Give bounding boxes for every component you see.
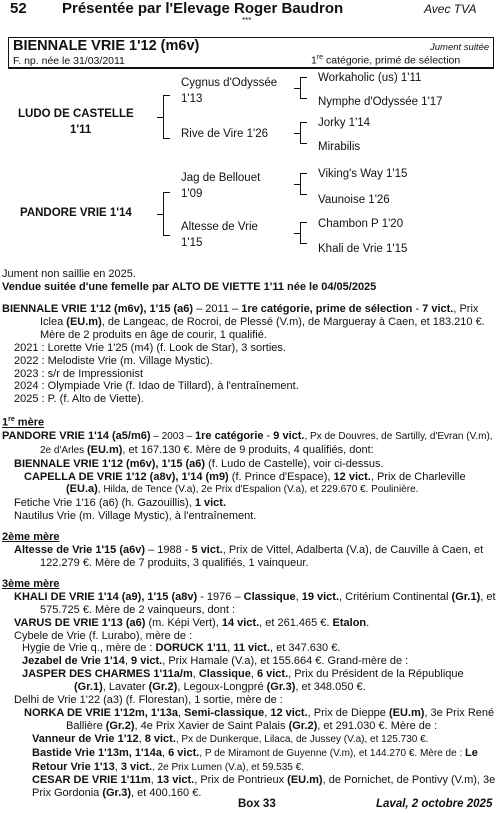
brace-gg1	[300, 77, 306, 99]
dam: PANDORE VRIE 1'14	[20, 207, 132, 219]
dam-dam-1: Altesse de Vrie	[181, 221, 258, 233]
mere3-bastide: Bastide Vrie 1'13m, 1'14a, 6 vict., P de Miramont de Guyenne (V.m), et 144.270 €. Mère de : Le Retour Vrie 1'13, 3 vict., 2e Prix Lumen (V.a), et 59.535 €.	[32, 746, 478, 773]
lot-name: BIENNALE VRIE 1'12 (m6v)	[13, 38, 200, 54]
brace-gg2	[300, 122, 306, 144]
produce-paragraph: BIENNALE VRIE 1'12 (m6v), 1'15 (a6) – 2011 – 1re catégorie, prime de sélection - 7 vict., Prix Iclea (EU.m), de Langeac, de Rocroi, de Plessé (V.m), de Margueray à Caen, et 183.210 €. Mère de 2 produits en âge de courir, 1 qualifié.	[2, 303, 485, 341]
dam-dam-2: 1'15	[181, 237, 203, 249]
gg-8: Khali de Vrie 1'15	[318, 243, 408, 255]
mere1-produce-1: BIENNALE VRIE 1'12 (m6v), 1'15 (a6) (f. Ludo de Castelle), voir ci-dessus.	[14, 457, 384, 470]
produce-item: 2024 : Olympiade Vrie (f. Idao de Tillard), à l'entraînement.	[14, 380, 299, 393]
mere1-produce-2: CAPELLA DE VRIE 1'12 (a8v), 1'14 (m9) (f. Prince d'Espace), 12 vict., Prix de Charleville (EU.a), Hilda, de Tence (V.a), 2e Prix d'Espalion (V.a), et 229.670 €. Poulinière.	[24, 470, 466, 496]
brace-gg3	[300, 173, 306, 195]
page-title: Présentée par l'Elevage Roger Baudron	[62, 0, 344, 17]
mere3-delhi: Delhi de Vrie 1'22 (a3) (f. Florestan), 1 sortie, mère de :	[14, 694, 283, 707]
tva-note: Avec TVA	[424, 2, 477, 16]
dam-sire-2: 1'09	[181, 188, 203, 200]
produce-section	[2, 303, 496, 800]
mere3-norka: NORKA DE VRIE 1'12m, 1'13a, Semi-classique, 12 vict., Prix de Dieppe (EU.m), 3e Prix René Ballière (Gr.2), 4e Prix Xavier de Saint Palais (Gr.2), et 291.030 €. Mère de :	[24, 706, 495, 732]
note-not-bred: Jument non saillie en 2025.	[2, 268, 136, 280]
gg-1: Workaholic (us) 1'11	[318, 72, 422, 84]
brace-gg4	[300, 222, 306, 244]
produce-item: 2025 : P. (f. Alto de Viette).	[14, 393, 144, 406]
mere3-varus: VARUS DE VRIE 1'13 (a6) (m. Képi Vert), 14 vict., et 261.465 €. Etalon.	[14, 616, 370, 629]
page-number: 52	[10, 0, 27, 17]
dam-sire-1: Jag de Bellouet	[181, 172, 261, 184]
mere2-paragraph: Altesse de Vrie 1'15 (a6v) – 1988 - 5 vict., Prix de Vittel, Adalberta (V.a), de Cauville à Caen, et 122.279 €. Mère de 7 produits, 3 qualifiés, 1 vainqueur.	[14, 544, 484, 569]
sale-date: Laval, 2 octobre 2025	[376, 798, 493, 810]
mere3-hygie: Hygie de Vrie q., mère de : DORUCK 1'11, 11 vict., et 347.630 €.	[22, 642, 341, 655]
produce-item: 2022 : Melodiste Vrie (m. Village Mystic).	[14, 354, 213, 367]
mere3-vanneur: Vanneur de Vrie 1'12, 8 vict., Px de Dunkerque, Lilaca, de Jussey (V.a), et 125.730 €.	[32, 732, 429, 745]
gg-5: Viking's Way 1'15	[318, 168, 408, 180]
sire-sire-1: Cygnus d'Odyssée	[181, 77, 278, 89]
produce-item: 2021 : Lorette Vrie 1'25 (m4) (f. Look de Star), 3 sorties.	[14, 341, 286, 354]
sire-sire-2: 1'13	[181, 93, 203, 105]
sire-name-1: LUDO DE CASTELLE	[18, 108, 134, 120]
mere1-produce-4: Nautilus Vrie (m. Village Mystic), à l'entraînement.	[14, 510, 257, 523]
box-number: Box 33	[238, 798, 276, 810]
gg-7: Chambon P 1'20	[318, 218, 404, 230]
mere3-cesar: CESAR DE VRIE 1'11m, 13 vict., Prix de Pontrieux (EU.m), de Pornichet, de Pontivy (V.m), 3e Prix Gordonia (Gr.3), et 400.160 €.	[32, 774, 496, 800]
gg-4: Mirabilis	[318, 141, 361, 153]
brace-sire	[163, 95, 169, 139]
lot-birth: F. np. née le 31/03/2011	[13, 55, 125, 67]
brace-dam	[163, 192, 169, 236]
gg-3: Jorky 1'14	[318, 117, 371, 129]
note-sold-with-foal: Vendue suitée d'une femelle par ALTO DE VIETTE 1'11 née le 04/05/2025	[2, 281, 377, 293]
mere3-title: 3ème mère	[2, 577, 60, 590]
mere1-paragraph: PANDORE VRIE 1'14 (a5/m6) – 2003 – 1re catégorie - 9 vict., Px de Douvres, de Sartilly, d'Evran (V.m), 2e d'Arles (EU.m), et 167.130 €. Mère de 9 produits, 4 qualifiés, dont:	[2, 429, 493, 456]
produce-item: 2023 : s/r de Impressionist	[14, 367, 144, 380]
mere1-produce-3: Fetiche Vrie 1'16 (a6) (h. Gazouillis), 1 vict.	[14, 497, 227, 510]
mere3-paragraph: KHALI DE VRIE 1'14 (a9), 1'15 (a8v) - 1976 – Classique, 19 vict., Critérium Continental (Gr.1), et 575.725 €. Mère de 2 vainqueurs, dont :	[14, 590, 496, 616]
stars: ***	[242, 16, 252, 25]
mere3-jasper: JASPER DES CHARMES 1'11a/m, Classique, 6 vict., Prix du Président de la République (Gr.1), Lavater (Gr.2), Legoux-Longpré (Gr.3), et 348.050 €.	[22, 668, 464, 694]
lot-category: 1re catégorie, primé de sélection	[311, 54, 461, 67]
sire-time: 1'11	[70, 124, 92, 136]
gg-6: Vaunoise 1'26	[318, 194, 390, 206]
gg-2: Nymphe d'Odyssée 1'17	[318, 96, 443, 108]
mere3-cybele: Cybele de Vrie (f. Lurabo), mère de :	[14, 629, 193, 642]
sire-dam: Rive de Vire 1'26	[181, 128, 269, 140]
lot-status: Jument suitée	[430, 42, 490, 53]
mere1-title: 1re mère	[2, 416, 45, 429]
mere3-jezabel: Jezabel de Vrie 1'14, 9 vict., Prix Hamale (V.a), et 155.664 €. Grand-mère de :	[22, 655, 409, 668]
mere2-title: 2ème mère	[2, 531, 60, 544]
